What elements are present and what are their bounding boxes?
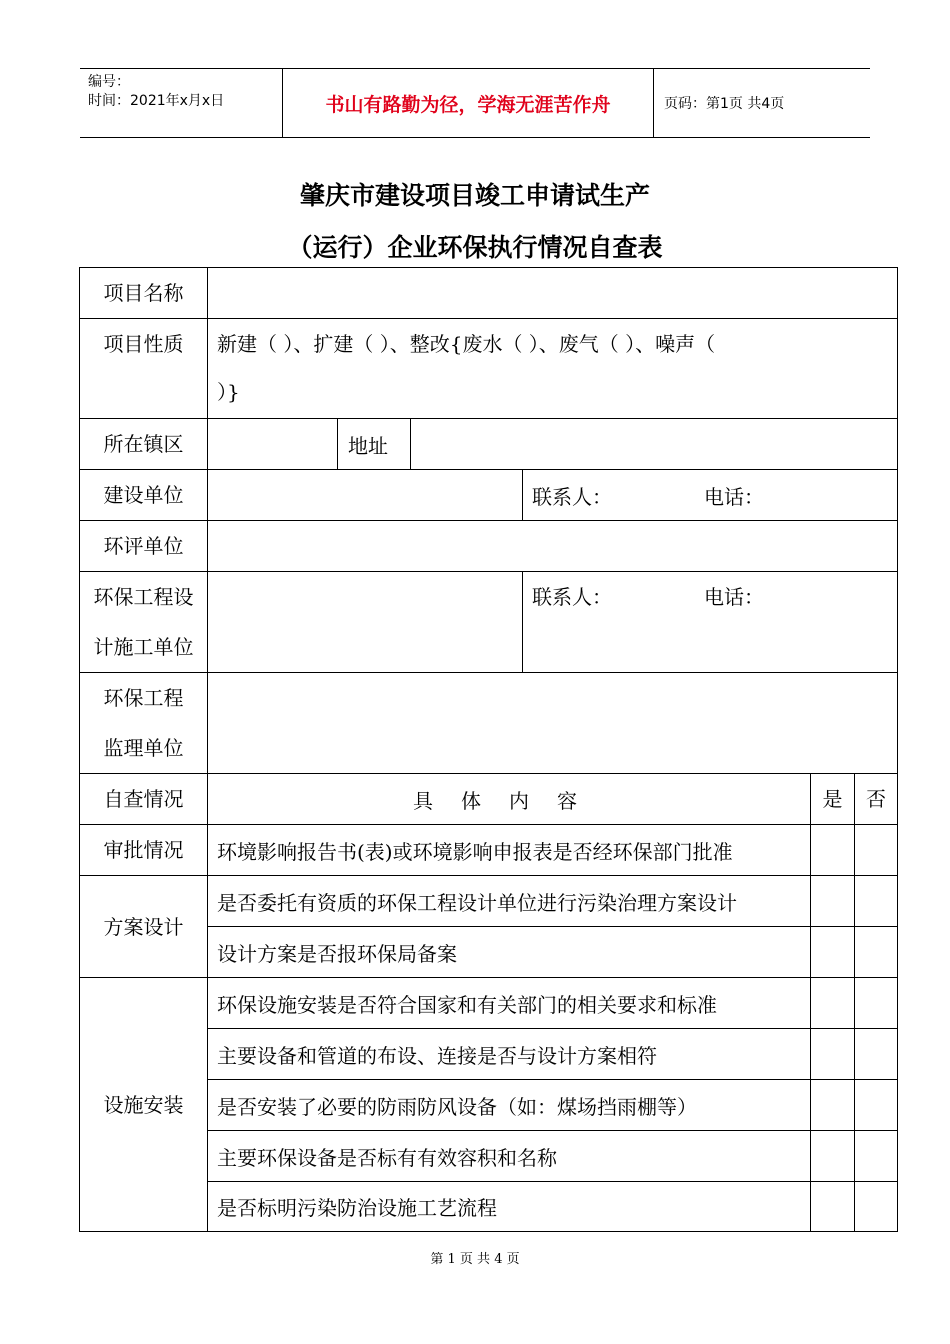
checklist-yes-header: 是	[811, 774, 855, 825]
address-field[interactable]	[411, 419, 898, 470]
eia-unit-field[interactable]	[208, 521, 898, 572]
no-checkbox[interactable]	[855, 1029, 898, 1080]
design-unit-contact[interactable]	[523, 572, 898, 673]
project-nature-field[interactable]	[208, 319, 898, 419]
yes-checkbox[interactable]	[811, 876, 855, 927]
supervision-unit-label	[80, 673, 208, 774]
project-name-field[interactable]	[208, 268, 898, 319]
no-checkbox[interactable]	[855, 978, 898, 1029]
yes-checkbox[interactable]	[811, 825, 855, 876]
address-label: 地址	[338, 419, 411, 470]
yes-checkbox[interactable]	[811, 1182, 855, 1232]
page-title-line1: 肇庆市建设项目竣工申请试生产	[299, 181, 650, 210]
row-builder	[80, 470, 898, 521]
row-project-nature	[80, 319, 898, 419]
builder-field[interactable]	[208, 470, 523, 521]
town-label: 所在镇区	[80, 419, 208, 470]
section-installation: 设施安装	[80, 978, 208, 1232]
town-field[interactable]	[208, 419, 338, 470]
page-footer: 第 1 页 共 4 页	[430, 1252, 520, 1267]
check-item: 主要环保设备是否标有有效容积和名称	[208, 1131, 811, 1182]
yes-checkbox[interactable]	[811, 1029, 855, 1080]
checklist-no-header: 否	[855, 774, 898, 825]
no-checkbox[interactable]	[855, 927, 898, 978]
header-meta	[80, 69, 282, 137]
design-unit-label	[80, 572, 208, 673]
contact-label: 联系人：	[532, 484, 612, 509]
document-number: 编号：	[88, 74, 130, 90]
checklist-content-header: 具体内容	[208, 774, 811, 825]
check-item: 设计方案是否报环保局备案	[208, 927, 811, 978]
check-item: 环境影响报告书(表)或环境影响申报表是否经环保部门批准	[208, 825, 811, 876]
no-checkbox[interactable]	[855, 1182, 898, 1232]
checklist-header-row	[80, 774, 898, 825]
yes-checkbox[interactable]	[811, 978, 855, 1029]
project-name-label: 项目名称	[80, 268, 208, 319]
contact-label: 联系人：	[532, 585, 612, 609]
checklist-row	[80, 876, 898, 927]
yes-checkbox[interactable]	[811, 1080, 855, 1131]
row-project-name	[80, 268, 898, 319]
check-item: 环保设施安装是否符合国家和有关部门的相关要求和标准	[208, 978, 811, 1029]
project-nature-label: 项目性质	[80, 319, 208, 419]
yes-checkbox[interactable]	[811, 1131, 855, 1182]
check-item: 主要设备和管道的布设、连接是否与设计方案相符	[208, 1029, 811, 1080]
checklist-row	[80, 978, 898, 1029]
self-check-form	[79, 267, 898, 1232]
nature-options-line1: 新建（ ）、扩建（ ）、整改{废水（ ）、废气（ ）、噪声（	[217, 332, 716, 356]
check-item: 是否标明污染防治设施工艺流程	[208, 1182, 811, 1232]
page-title-line2: （运行）企业环保执行情况自查表	[287, 233, 663, 262]
yes-checkbox[interactable]	[811, 927, 855, 978]
checklist-section-header: 自查情况	[80, 774, 208, 825]
check-item: 是否安装了必要的防雨防风设备（如：煤场挡雨棚等）	[208, 1080, 811, 1131]
row-supervision-unit	[80, 673, 898, 774]
builder-contact[interactable]	[523, 470, 898, 521]
phone-label: 电话：	[704, 484, 764, 509]
document-time: 时间：2021年x月x日	[88, 93, 225, 109]
supervision-unit-field[interactable]	[208, 673, 898, 774]
nature-options-line2: ）}	[217, 380, 240, 404]
header-page-code: 页码：第1页 共4页	[664, 96, 785, 112]
supervision-unit-label-line2: 监理单位	[103, 736, 184, 760]
no-checkbox[interactable]	[855, 1131, 898, 1182]
checklist-row	[80, 825, 898, 876]
builder-label: 建设单位	[80, 470, 208, 521]
row-design-unit	[80, 572, 898, 673]
section-approval: 审批情况	[80, 825, 208, 876]
design-unit-label-line2: 计施工单位	[93, 635, 194, 659]
supervision-unit-label-line1: 环保工程	[103, 686, 184, 710]
no-checkbox[interactable]	[855, 876, 898, 927]
row-eia-unit	[80, 521, 898, 572]
eia-unit-label: 环评单位	[80, 521, 208, 572]
no-checkbox[interactable]	[855, 825, 898, 876]
phone-label: 电话：	[704, 585, 764, 609]
design-unit-label-line1: 环保工程设	[93, 585, 194, 609]
design-unit-field[interactable]	[208, 572, 523, 673]
no-checkbox[interactable]	[855, 1080, 898, 1131]
check-item: 是否委托有资质的环保工程设计单位进行污染治理方案设计	[208, 876, 811, 927]
section-design: 方案设计	[80, 876, 208, 978]
header-motto: 书山有路勤为径，学海无涯苦作舟	[282, 69, 654, 137]
row-town	[80, 419, 898, 470]
document-header	[80, 68, 870, 138]
